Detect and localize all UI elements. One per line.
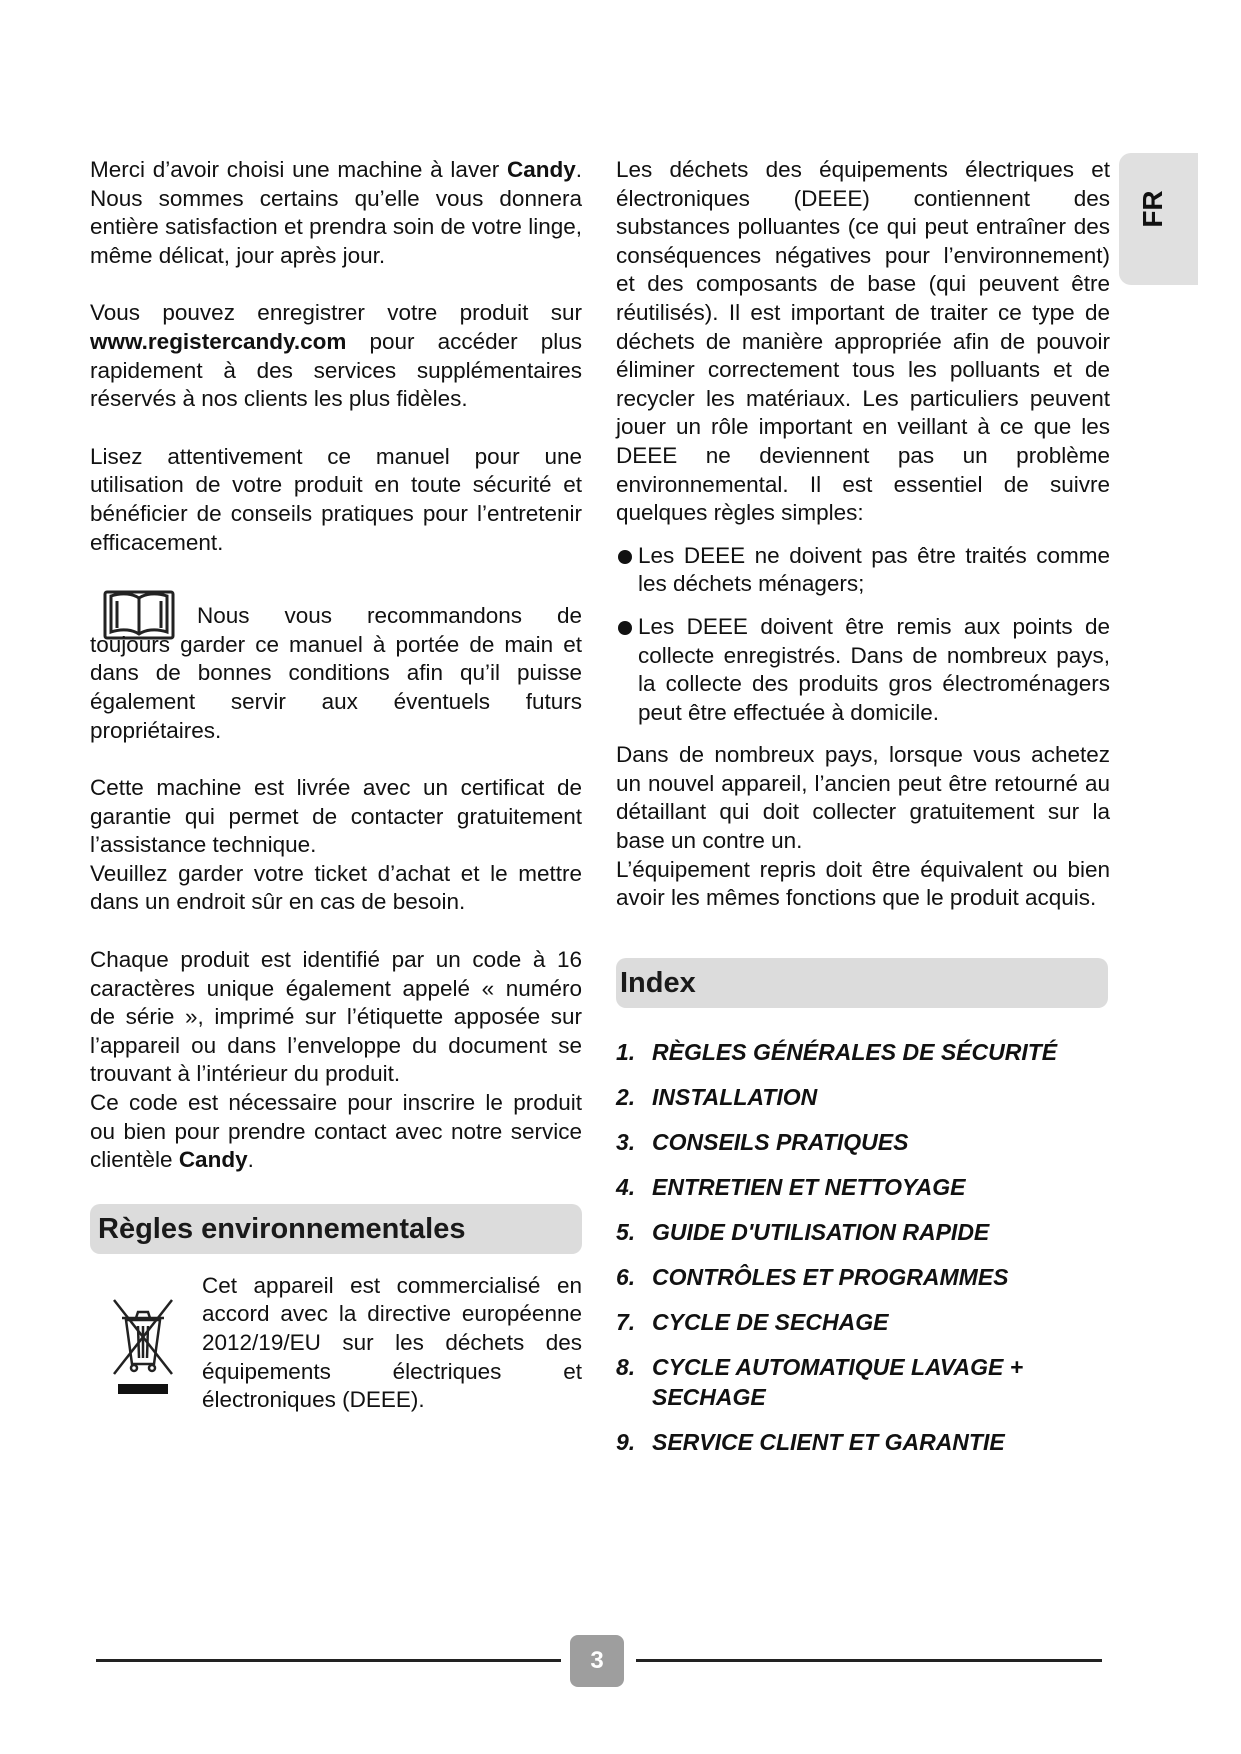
page-number: 3 — [570, 1635, 624, 1687]
register-paragraph: Vous pouvez enregistrer votre produit sur www.registercandy.com pour accéder plus rapidement à des services supplémentaires réservés à nos clients les plus fidèles. — [90, 300, 582, 412]
environment-heading: Règles environnementales — [90, 1204, 582, 1254]
receipt-paragraph: Veuillez garder votre ticket d’achat et le mettre dans un endroit sûr en cas de besoin. — [90, 860, 582, 915]
footer-divider-right — [636, 1659, 1102, 1662]
index-list — [616, 1037, 1110, 1457]
language-tab-label: FR — [1137, 190, 1168, 228]
list-item: Les DEEE ne doivent pas être traités comme les déchets ménagers; — [616, 542, 1110, 599]
weee-info-paragraph: Les déchets des équipements électriques et électroniques (DEEE) contiennent des substances polluantes (ce qui peut entraîner des conséquences négatives pour l’environnement) et des composants de base (qui peuvent être réutilisés). Il est important de traiter ce type de déchets de manière appropriée afin de pouvoir éliminer correctement tous les polluants et de recycler les matériaux. Les particuliers peuvent jouer un rôle important en veillant à ce que les DEEE ne deviennent pas un problème environnemental. Il est essentiel de suivre quelques règles simples: — [616, 157, 1110, 526]
keep-manual-paragraph: Nous vous recommandons de toujours garder ce manuel à portée de main et dans de bonnes conditions afin qu’il puisse également servir aux éventuels futurs propriétaires. — [90, 603, 582, 743]
bullet-icon — [618, 621, 632, 635]
warranty-paragraph: Cette machine est livrée avec un certificat de garantie qui permet de contacter gratuitement l’assistance technique. — [90, 775, 582, 858]
index-item[interactable]: 6. CONTRÔLES ET PROGRAMMES — [616, 1263, 1009, 1290]
register-url: www.registercandy.com — [90, 328, 347, 354]
return-paragraph: Dans de nombreux pays, lorsque vous achetez un nouvel appareil, l’ancien peut être retourné au détaillant qui doit collecter gratuitement sur la base un contre un. — [616, 742, 1110, 854]
keep-manual-block — [90, 586, 582, 745]
index-item[interactable]: 7. CYCLE DE SECHAGE — [616, 1308, 889, 1335]
right-column — [616, 156, 1110, 1472]
left-column — [90, 156, 582, 1422]
index-item[interactable]: 5. GUIDE D'UTILISATION RAPIDE — [616, 1218, 990, 1245]
weee-directive-paragraph: Cet appareil est commercialisé en accord avec la directive européenne 2012/19/EU sur les déchets des équipements électriques et électroniques (DEEE). — [202, 1272, 582, 1413]
index-item[interactable]: 4. ENTRETIEN ET NETTOYAGE — [616, 1173, 966, 1200]
index-item[interactable]: 9. SERVICE CLIENT ET GARANTIE — [616, 1428, 1005, 1455]
index-item[interactable]: 2. INSTALLATION — [616, 1083, 818, 1110]
intro-paragraph: Merci d’avoir choisi une machine à laver Candy. Nous sommes certains qu’elle vous donnera entière satisfaction et prendra soin de votre linge, même délicat, jour après jour. — [90, 157, 582, 268]
equivalence-paragraph: L’équipement repris doit être équivalent ou bien avoir les mêmes fonctions que le produit acquis. — [616, 856, 1110, 911]
index-item[interactable]: 8. CYCLE AUTOMATIQUE LAVAGE + SECHAGE — [616, 1353, 1024, 1410]
bullet-icon — [618, 550, 632, 564]
brand-name: Candy — [506, 157, 576, 182]
weee-block — [90, 1272, 582, 1422]
serial-number-paragraph: Chaque produit est identifié par un code à 16 caractères unique également appelé « numéro de série », imprimé sur l’étiquette apposée sur l’appareil ou dans l’enveloppe du document se trouvant à l’intérieur du produit. — [90, 947, 582, 1087]
index-item[interactable]: 3. CONSEILS PRATIQUES — [616, 1128, 909, 1155]
crossed-bin-icon — [108, 1290, 178, 1400]
language-tab — [1119, 153, 1198, 285]
index-heading: Index — [616, 958, 1108, 1008]
brand-name: Candy — [178, 1147, 248, 1173]
code-usage-paragraph: Ce code est nécessaire pour inscrire le produit ou bien pour prendre contact avec notre service clientèle Candy. — [90, 1090, 582, 1173]
list-item: Les DEEE doivent être remis aux points de collecte enregistrés. Dans de nombreux pays, la collecte des produits gros électroménagers peut être effectuée à domicile. — [616, 613, 1110, 727]
read-manual-paragraph: Lisez attentivement ce manuel pour une utilisation de votre produit en toute sécurité et bénéficier de conseils pratiques pour l’entretenir efficacement. — [90, 443, 582, 555]
index-item[interactable]: 1. RÈGLES GÉNÉRALES DE SÉCURITÉ — [616, 1038, 1058, 1065]
footer-divider-left — [96, 1659, 561, 1662]
